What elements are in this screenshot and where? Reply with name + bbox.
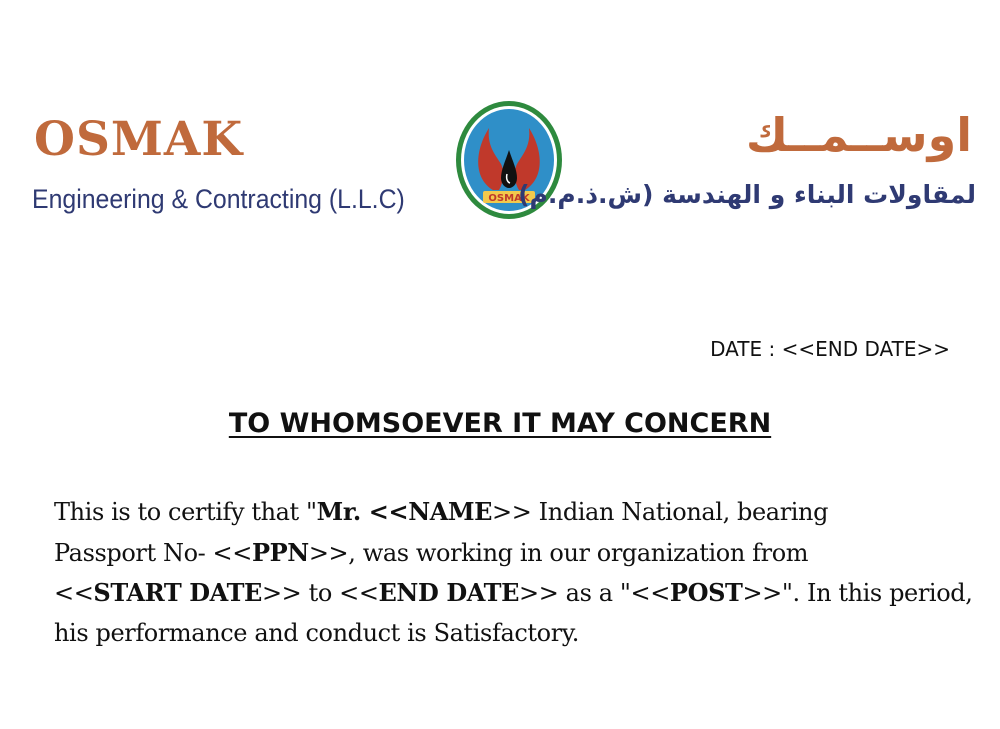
body-text-segment: >> Indian National, bearing xyxy=(492,498,829,526)
body-text-segment: >> to << xyxy=(261,579,379,607)
body-text-segment: Passport No- << xyxy=(54,538,252,567)
body-line-1 xyxy=(54,492,954,533)
body-text-segment: This is to certify that " xyxy=(54,498,317,526)
body-text-segment: >> as a "<< xyxy=(519,579,670,607)
heading-text: TO WHOMSOEVER IT MAY CONCERN xyxy=(228,408,772,439)
placeholder-end-date: END DATE xyxy=(378,578,520,607)
placeholder-ppn: PPN xyxy=(251,537,309,567)
letter-heading xyxy=(0,408,1000,439)
placeholder-post: POST xyxy=(669,578,743,607)
letterhead xyxy=(0,0,1000,260)
body-text-segment: >>, was working in our organization from xyxy=(308,538,809,567)
placeholder-name: Mr. <<NAME xyxy=(316,497,493,526)
letter-body xyxy=(54,492,973,653)
logo-text: OSMAK xyxy=(488,193,530,204)
date-label: DATE : xyxy=(710,337,782,361)
body-line-3 xyxy=(54,573,973,614)
company-subtitle-en: Engineering & Contracting (L.L.C) xyxy=(32,184,405,214)
company-name-en: OSMAK xyxy=(34,112,244,167)
date-value: <<END DATE>> xyxy=(781,337,950,361)
body-line-4: his performance and conduct is Satisfactory. xyxy=(54,618,579,647)
body-line-2 xyxy=(54,533,954,574)
company-subtitle-ar: لمقاولات البناء و الهندسة (ش.ذ.م.م) xyxy=(518,180,976,209)
placeholder-start-date: START DATE xyxy=(93,578,262,607)
body-text-segment: >>". In this period, xyxy=(742,579,973,607)
company-name-ar: اوســمــك xyxy=(745,108,972,162)
body-text-segment: << xyxy=(54,579,94,607)
date-line xyxy=(710,337,950,361)
